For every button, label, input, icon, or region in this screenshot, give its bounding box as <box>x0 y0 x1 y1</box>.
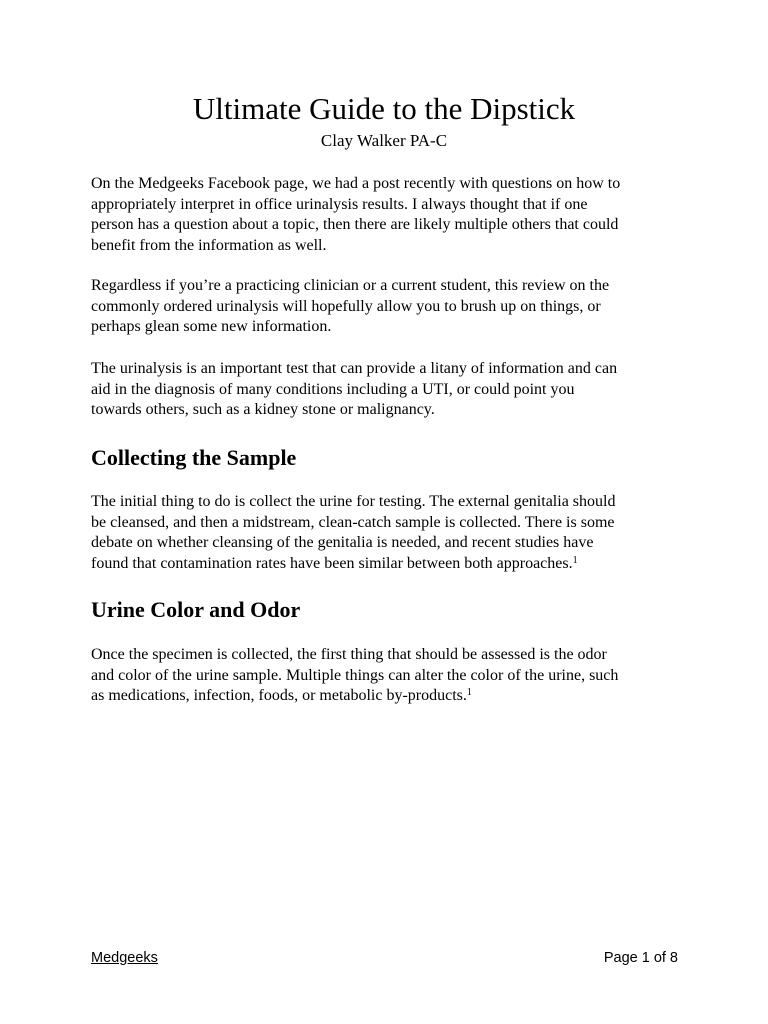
line-text: found that contamination rates have been similar between both approaches. <box>91 555 573 573</box>
document-author: Clay Walker PA-C <box>320 131 448 150</box>
paragraph-line: towards others, such as a kidney stone or malignancy. <box>91 401 435 419</box>
paragraph-line: debate on whether cleansing of the genitalia is needed, and recent studies have <box>91 534 594 552</box>
paragraph-line: commonly ordered urinalysis will hopefully allow you to brush up on things, or <box>91 297 601 315</box>
section-heading-urine-color-odor: Urine Color and Odor <box>91 597 301 622</box>
paragraph-line: On the Medgeeks Facebook page, we had a post recently with questions on how to <box>91 175 621 192</box>
paragraph-line: appropriately interpret in office urinalysis results. I always thought that if one <box>91 195 588 213</box>
document-title: Ultimate Guide to the Dipstick <box>192 91 576 126</box>
footnote-reference: 1 <box>466 687 472 699</box>
intro-paragraph-2 <box>91 276 691 338</box>
footer-medgeeks-link[interactable]: Medgeeks <box>91 950 158 966</box>
footnote-reference: 1 <box>572 555 578 567</box>
section-body-collecting-sample <box>91 492 691 575</box>
paragraph-line: Once the specimen is collected, the first thing that should be assessed is the odor <box>91 646 607 663</box>
paragraph-line: The urinalysis is an important test that can provide a litany of information and can <box>91 360 618 377</box>
paragraph-line: and color of the urine sample. Multiple things can alter the color of the urine, such <box>91 666 619 684</box>
paragraph-line: be cleansed, and then a midstream, clean-catch sample is collected. There is some <box>91 513 615 531</box>
paragraph-line: person has a question about a topic, then there are likely multiple others that could <box>91 216 619 234</box>
intro-paragraph-3 <box>91 359 691 421</box>
intro-paragraph-1 <box>91 174 691 257</box>
paragraph-line: benefit from the information as well. <box>91 237 327 255</box>
paragraph-line: perhaps glean some new information. <box>91 318 332 336</box>
line-text: as medications, infection, foods, or metabolic by-products. <box>91 687 467 705</box>
paragraph-line: Regardless if you’re a practicing clinician or a current student, this review on the <box>91 277 610 294</box>
section-body-urine-color-odor <box>91 645 691 707</box>
paragraph-line <box>91 554 691 575</box>
paragraph-line: The initial thing to do is collect the urine for testing. The external genitalia should <box>91 493 616 510</box>
footer-page-number: Page 1 of 8 <box>603 950 678 966</box>
paragraph-line <box>91 686 691 707</box>
section-heading-collecting-sample: Collecting the Sample <box>91 445 297 470</box>
paragraph-line: aid in the diagnosis of many conditions including a UTI, or could point you <box>91 380 575 398</box>
